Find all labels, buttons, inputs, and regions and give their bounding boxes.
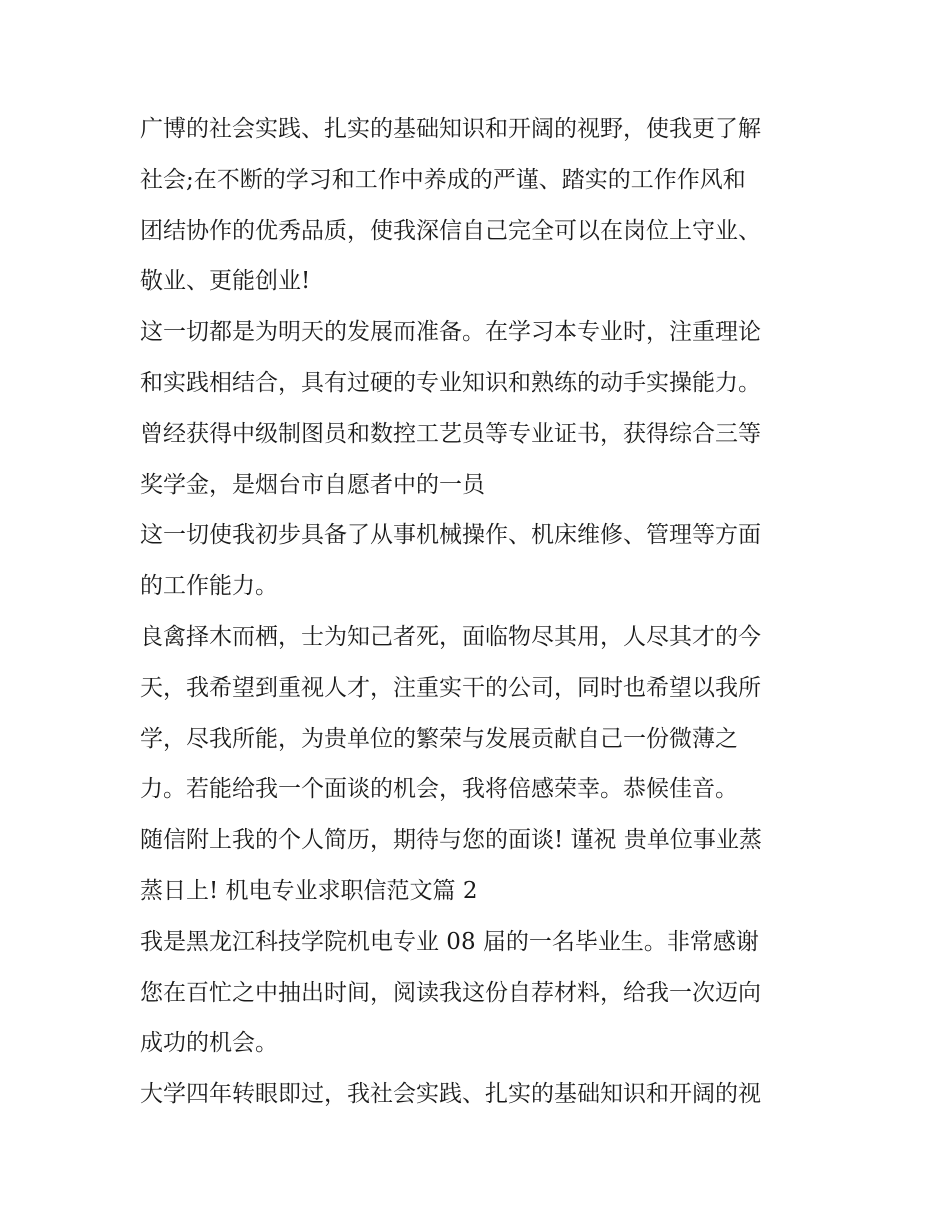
text-line-9: 这一切使我初步具备了从事机械操作、机床维修、管理等方面	[140, 522, 761, 549]
text-line-6: 和实践相结合，具有过硬的专业知识和熟练的动手实操能力。	[140, 369, 761, 396]
text-line-7: 曾经获得中级制图员和数控工艺员等专业证书，获得综合三等	[140, 420, 761, 447]
text-line-20: 大学四年转眼即过，我社会实践、扎实的基础知识和开阔的视	[140, 1081, 761, 1108]
text-line-8: 奖学金，是烟台市自愿者中的一员	[140, 471, 485, 498]
text-line-14: 力。若能给我一个面谈的机会，我将倍感荣幸。恭候佳音。	[140, 776, 738, 803]
text-line-19: 成功的机会。	[140, 1030, 278, 1057]
text-line-1: 广博的社会实践、扎实的基础知识和开阔的视野，使我更了解	[140, 116, 761, 142]
text-line-11: 良禽择木而栖，士为知己者死，面临物尽其用，人尽其才的今	[140, 623, 761, 650]
text-line-18: 您在百忙之中抽出时间，阅读我这份自荐材料，给我一次迈向	[140, 979, 761, 1006]
text-line-2: 社会;在不断的学习和工作中养成的严谨、踏实的工作作风和	[140, 166, 746, 193]
text-line-5: 这一切都是为明天的发展而准备。在学习本专业时，注重理论	[140, 319, 761, 346]
text-line-15: 随信附上我的个人简历，期待与您的面谈! 谨祝 贵单位事业蒸	[140, 827, 762, 854]
text-line-17: 我是黑龙江科技学院机电专业 08 届的一名毕业生。非常感谢	[140, 928, 759, 955]
text-line-16: 蒸日上! 机电专业求职信范文篇 2	[140, 877, 478, 904]
document-body	[140, 104, 830, 1120]
text-line-4: 敬业、更能创业!	[140, 268, 311, 295]
text-line-10: 的工作能力。	[140, 573, 278, 600]
text-line-12: 天，我希望到重视人才，注重实干的公司，同时也希望以我所	[140, 674, 761, 701]
text-line-3: 团结协作的优秀品质，使我深信自己完全可以在岗位上守业、	[140, 217, 761, 244]
text-line-13: 学，尽我所能，为贵单位的繁荣与发展贡献自己一份微薄之	[140, 725, 738, 752]
